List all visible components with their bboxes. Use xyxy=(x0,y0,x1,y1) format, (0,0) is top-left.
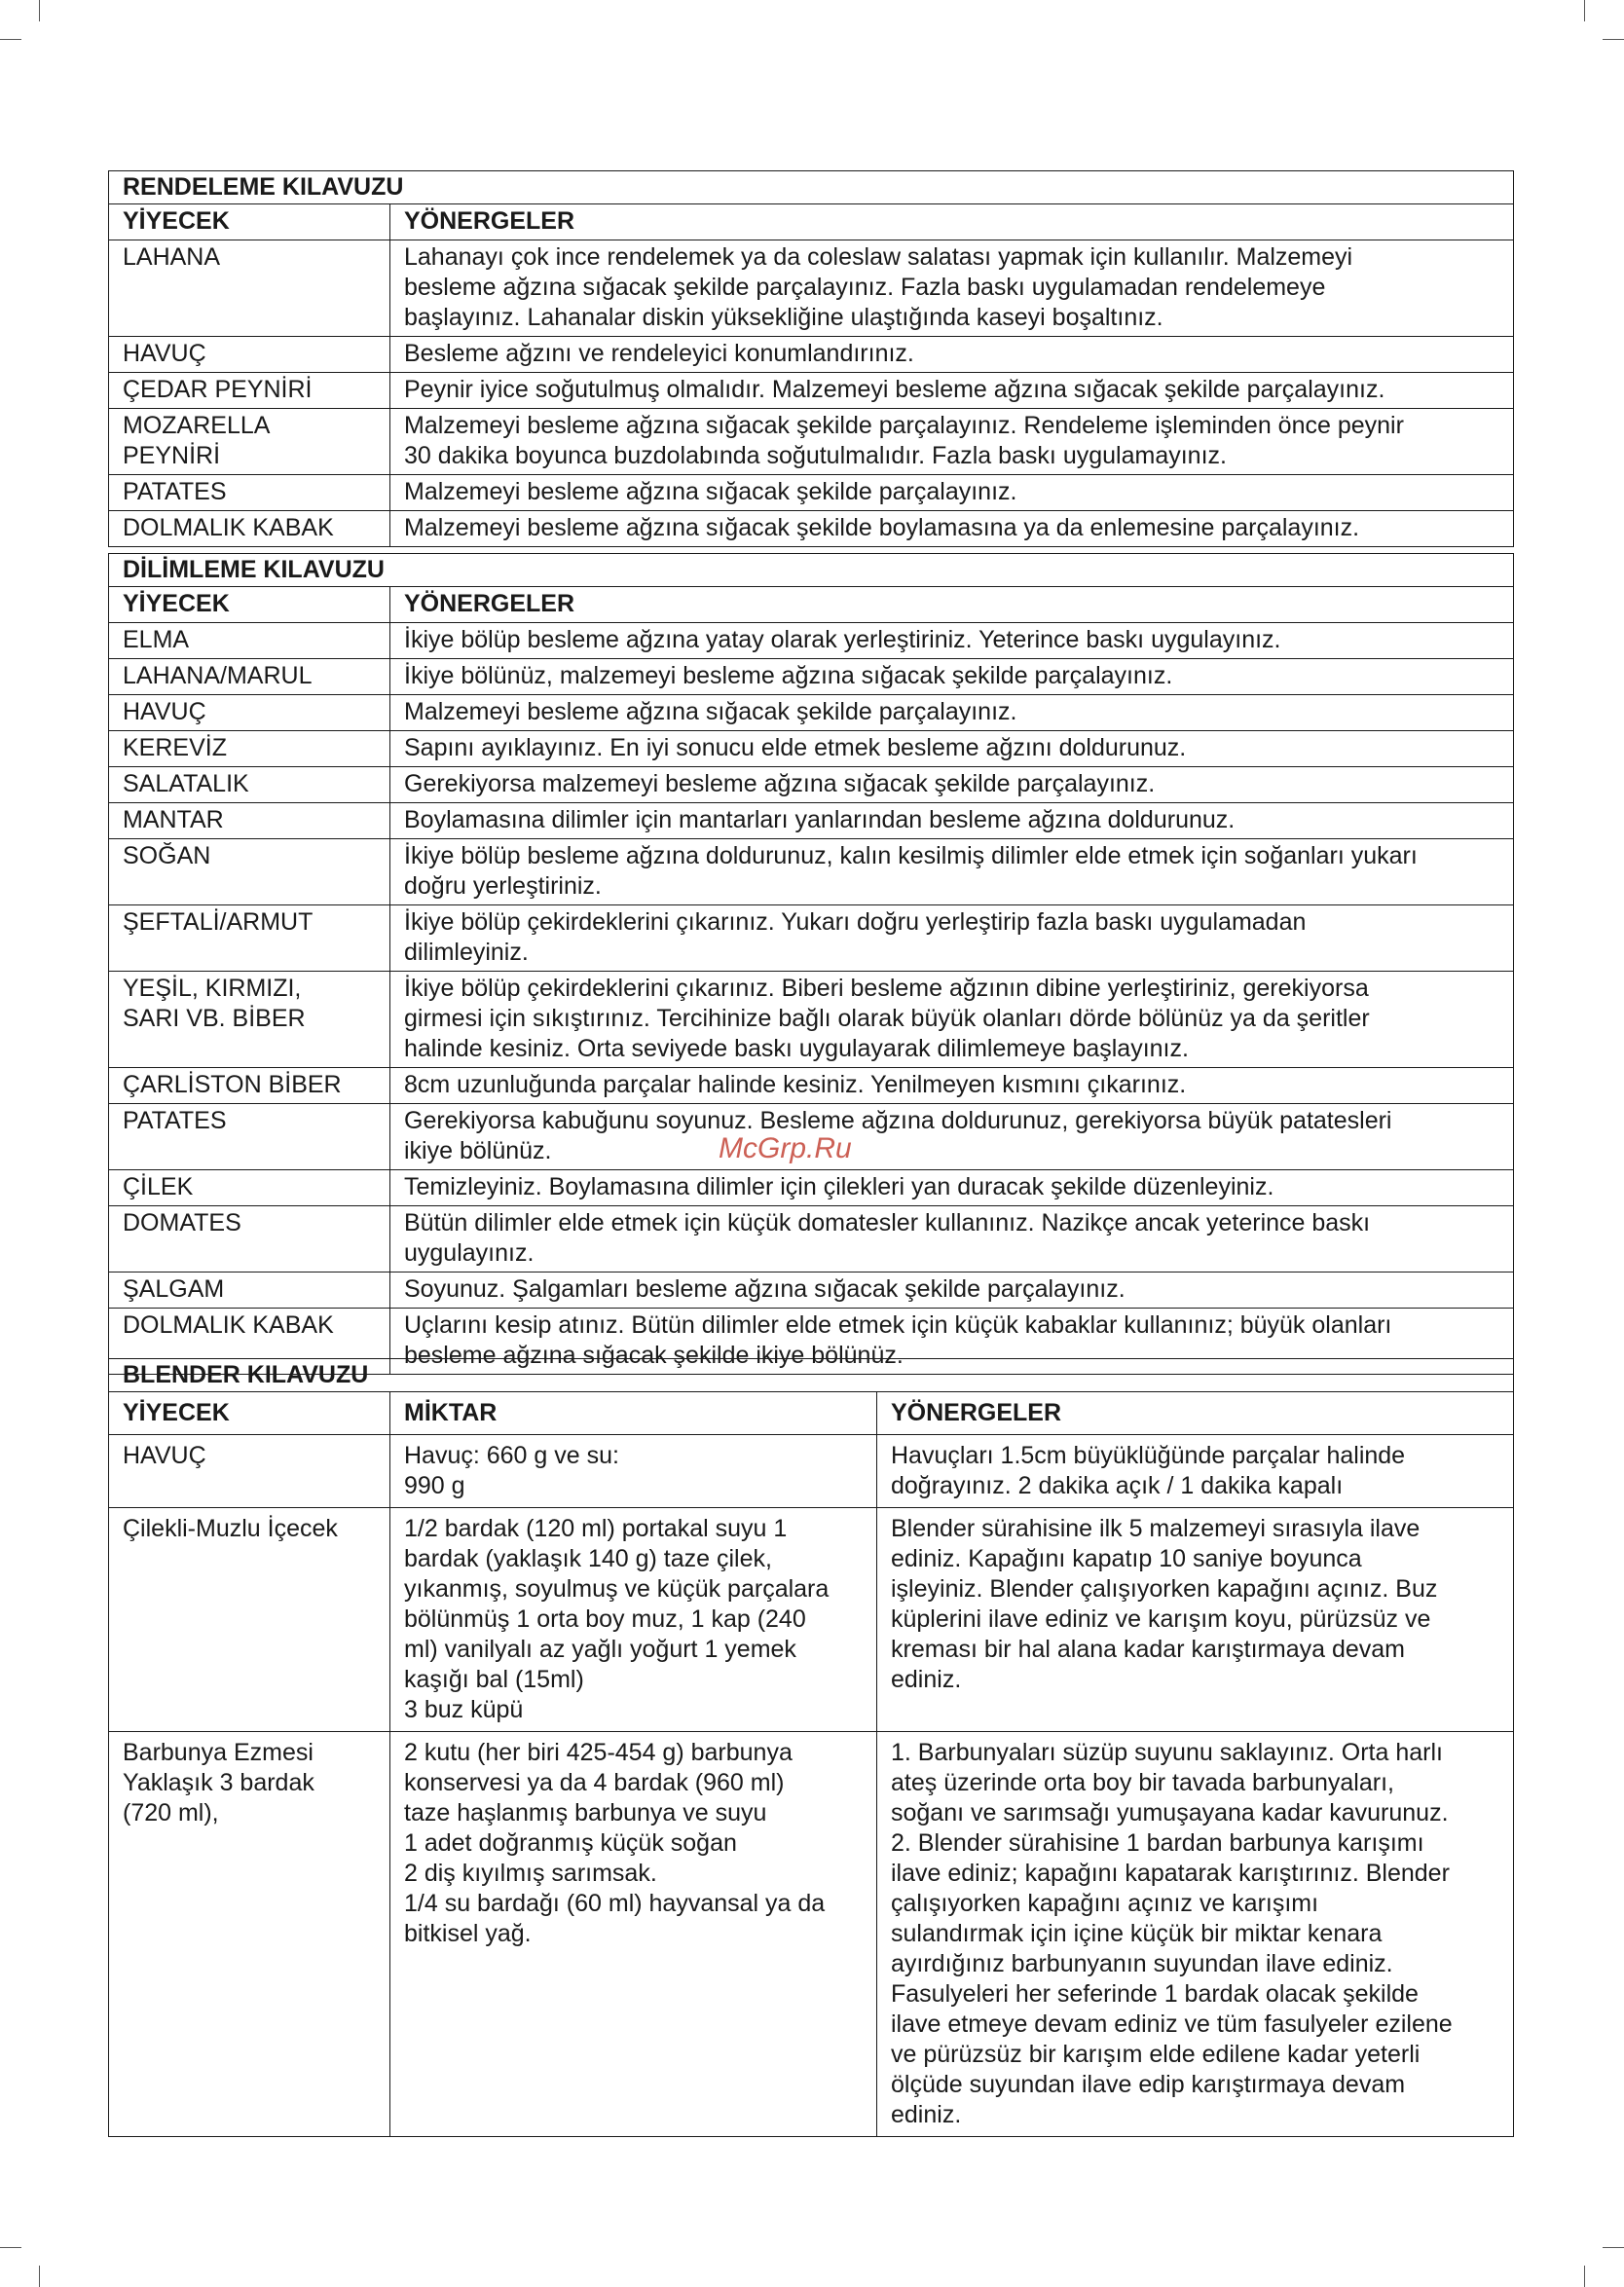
instructions-cell xyxy=(390,731,1514,767)
amount-cell xyxy=(390,1732,877,2137)
cell-line: KEREVİZ xyxy=(123,734,227,761)
food-cell xyxy=(109,1068,390,1104)
cell-line: 2 kutu (her biri 425-454 g) barbunya xyxy=(404,1739,793,1766)
cell-line: (720 ml), xyxy=(123,1799,219,1826)
food-cell xyxy=(109,409,390,475)
table-row xyxy=(109,905,1514,972)
blender-guide-table xyxy=(108,1358,1514,2137)
cell-line: MANTAR xyxy=(123,806,224,833)
cell-line: DOLMALIK KABAK xyxy=(123,1311,334,1339)
cell-line: Bütün dilimler elde etmek için küçük domatesler kullanınız. Nazikçe ancak yeterince baskı xyxy=(404,1209,1371,1236)
cell-line: bardak (yaklaşık 140 g) taze çilek, xyxy=(404,1545,772,1572)
table-row xyxy=(109,1068,1514,1104)
table-row xyxy=(109,695,1514,731)
cell-line: ŞALGAM xyxy=(123,1275,225,1303)
cell-line: ölçüde suyundan ilave edip karıştırmaya devam xyxy=(891,2071,1406,2098)
cell-line: yıkanmış, soyulmuş ve küçük parçalara xyxy=(404,1575,830,1603)
food-column-header: YİYECEK xyxy=(109,587,390,623)
food-cell xyxy=(109,475,390,511)
food-cell xyxy=(109,240,390,337)
instructions-cell xyxy=(390,839,1514,905)
cell-line: Besleme ağzını ve rendeleyici konumlandırınız. xyxy=(404,340,914,367)
cell-line: besleme ağzına sığacak şekilde ikiye bölünüz. xyxy=(404,1342,904,1369)
table-row xyxy=(109,1508,1514,1732)
instructions-cell xyxy=(390,337,1514,373)
cell-line: Peynir iyice soğutulmuş olmalıdır. Malzemeyi besleme ağzına sığacak şekilde parçalayınız. xyxy=(404,376,1385,403)
table-row xyxy=(109,659,1514,695)
cell-line: HAVUÇ xyxy=(123,340,206,367)
slicing-guide-title: DİLİMLEME KILAVUZU xyxy=(109,554,1514,587)
table-row xyxy=(109,240,1514,337)
cell-line: uygulayınız. xyxy=(404,1239,535,1267)
cell-line: Malzemeyi besleme ağzına sığacak şekilde parçalayınız. Rendeleme işleminden önce peynir xyxy=(404,412,1404,439)
cell-line: besleme ağzına sığacak şekilde parçalayınız. Fazla baskı uygulamadan rendelemeye xyxy=(404,274,1326,301)
cell-line: Soyunuz. Şalgamları besleme ağzına sığacak şekilde parçalayınız. xyxy=(404,1275,1126,1303)
instructions-cell xyxy=(877,1508,1514,1732)
amount-column-header: MİKTAR xyxy=(390,1392,877,1435)
cell-line: DOMATES xyxy=(123,1209,241,1236)
table-row xyxy=(109,1206,1514,1273)
cell-line: SALATALIK xyxy=(123,770,249,797)
food-cell xyxy=(109,1732,390,2137)
cell-line: 8cm uzunluğunda parçalar halinde kesiniz. Yenilmeyen kısmını çıkarınız. xyxy=(404,1071,1187,1098)
food-cell xyxy=(109,1104,390,1170)
cell-line: LAHANA xyxy=(123,243,221,271)
table-row xyxy=(109,623,1514,659)
crop-mark xyxy=(39,2266,40,2287)
cell-line: doğrayınız. 2 dakika açık / 1 dakika kapalı xyxy=(891,1472,1344,1499)
food-cell xyxy=(109,337,390,373)
table-row xyxy=(109,731,1514,767)
cell-line: İkiye bölüp besleme ağzına doldurunuz, kalın kesilmiş dilimler elde etmek için soğanları yukarı xyxy=(404,842,1418,869)
cell-line: taze haşlanmış barbunya ve suyu xyxy=(404,1799,767,1826)
crop-mark xyxy=(39,0,40,21)
food-cell xyxy=(109,695,390,731)
cell-line: 1 adet doğranmış küçük soğan xyxy=(404,1829,737,1857)
cell-line: ve pürüzsüz bir karışım elde edilene kadar yeterli xyxy=(891,2041,1421,2068)
table-row xyxy=(109,1435,1514,1508)
cell-line: Temizleyiniz. Boylamasına dilimler için çilekleri yan duracak şekilde düzenleyiniz. xyxy=(404,1173,1274,1200)
cell-line: Çilekli-Muzlu İçecek xyxy=(123,1515,338,1542)
table-row xyxy=(109,1170,1514,1206)
food-cell xyxy=(109,1435,390,1508)
cell-line: Gerekiyorsa malzemeyi besleme ağzına sığacak şekilde parçalayınız. xyxy=(404,770,1156,797)
cell-line: İkiye bölüp çekirdeklerini çıkarınız. Yukarı doğru yerleştirip fazla baskı uygulamadan xyxy=(404,908,1307,936)
cell-line: sulandırmak için içine küçük bir miktar kenara xyxy=(891,1920,1383,1947)
cell-line: Malzemeyi besleme ağzına sığacak şekilde parçalayınız. xyxy=(404,698,1017,725)
instructions-cell xyxy=(390,1170,1514,1206)
cell-line: Blender sürahisine ilk 5 malzemeyi sırasıyla ilave xyxy=(891,1515,1421,1542)
cell-line: 1/2 bardak (120 ml) portakal suyu 1 xyxy=(404,1515,788,1542)
cell-line: işleyiniz. Blender çalışıyorken kapağını açınız. Buz xyxy=(891,1575,1438,1603)
cell-line: kaşığı bal (15ml) xyxy=(404,1666,584,1693)
cell-line: ateş üzerinde orta boy bir tavada barbunyaları, xyxy=(891,1769,1394,1796)
cell-line: 990 g xyxy=(404,1472,465,1499)
cell-line: soğanı ve sarımsağı yumuşayana kadar kavurunuz. xyxy=(891,1799,1449,1826)
amount-cell xyxy=(390,1435,877,1508)
cell-line: SARI VB. BİBER xyxy=(123,1005,306,1032)
amount-cell xyxy=(390,1508,877,1732)
cell-line: 3 buz küpü xyxy=(404,1696,524,1723)
food-cell xyxy=(109,1170,390,1206)
cell-line: ÇEDAR PEYNİRİ xyxy=(123,376,313,403)
cell-line: 2. Blender sürahisine 1 bardan barbunya karışımı xyxy=(891,1829,1424,1857)
table-row xyxy=(109,511,1514,547)
cell-line: Malzemeyi besleme ağzına sığacak şekilde boylamasına ya da enlemesine parçalayınız. xyxy=(404,514,1360,541)
cell-line: küplerini ilave ediniz ve karışım koyu, pürüzsüz ve xyxy=(891,1605,1431,1633)
crop-mark xyxy=(1584,2266,1585,2287)
cell-line: LAHANA/MARUL xyxy=(123,662,313,689)
watermark: McGrp.Ru xyxy=(719,1132,852,1164)
food-cell xyxy=(109,1508,390,1732)
cell-line: İkiye bölüp besleme ağzına yatay olarak yerleştiriniz. Yeterince baskı uygulayınız. xyxy=(404,626,1281,653)
instructions-cell xyxy=(390,803,1514,839)
food-column-header: YİYECEK xyxy=(109,204,390,240)
cell-line: başlayınız. Lahanalar diskin yüksekliğine ulaştığında kaseyi boşaltınız. xyxy=(404,304,1163,331)
cell-line: bölünmüş 1 orta boy muz, 1 kap (240 xyxy=(404,1605,806,1633)
cell-line: ediniz. Kapağını kapatıp 10 saniye boyunca xyxy=(891,1545,1362,1572)
instructions-cell xyxy=(390,1206,1514,1273)
food-cell xyxy=(109,731,390,767)
food-cell xyxy=(109,659,390,695)
cell-line: Havuç: 660 g ve su: xyxy=(404,1442,619,1469)
cell-line: Gerekiyorsa kabuğunu soyunuz. Besleme ağzına doldurunuz, gerekiyorsa büyük patatesleri xyxy=(404,1107,1392,1134)
cell-line: İkiye bölüp çekirdeklerini çıkarınız. Biberi besleme ağzının dibine yerleştiriniz, gerekiyorsa xyxy=(404,975,1369,1002)
cell-line: ÇİLEK xyxy=(123,1173,194,1200)
instructions-column-header: YÖNERGELER xyxy=(877,1392,1514,1435)
cell-line: ÇARLİSTON BİBER xyxy=(123,1071,342,1098)
table-row xyxy=(109,972,1514,1068)
instructions-column-header: YÖNERGELER xyxy=(390,204,1514,240)
cell-line: Barbunya Ezmesi xyxy=(123,1739,314,1766)
cell-line: Malzemeyi besleme ağzına sığacak şekilde parçalayınız. xyxy=(404,478,1017,505)
food-cell xyxy=(109,972,390,1068)
food-cell xyxy=(109,1273,390,1309)
food-cell xyxy=(109,839,390,905)
cell-line: ediniz. xyxy=(891,2101,962,2128)
cell-line: çalışıyorken kapağını açınız ve karışımı xyxy=(891,1890,1319,1917)
instructions-cell xyxy=(390,972,1514,1068)
crop-mark xyxy=(1584,0,1585,21)
food-cell xyxy=(109,767,390,803)
crop-mark xyxy=(0,2247,21,2248)
cell-line: MOZARELLA xyxy=(123,412,271,439)
cell-line: 1/4 su bardağı (60 ml) hayvansal ya da xyxy=(404,1890,826,1917)
table-row xyxy=(109,409,1514,475)
instructions-cell xyxy=(390,409,1514,475)
cell-line: girmesi için sıkıştırınız. Tercihinize bağlı olarak büyük olanları dörde bölünüz ya da şeritler xyxy=(404,1005,1370,1032)
instructions-cell xyxy=(390,695,1514,731)
table-row xyxy=(109,839,1514,905)
instructions-cell xyxy=(877,1732,1514,2137)
cell-line: HAVUÇ xyxy=(123,698,206,725)
cell-line: doğru yerleştiriniz. xyxy=(404,872,602,900)
cell-line: kreması bir hal alana kadar karıştırmaya devam xyxy=(891,1636,1405,1663)
cell-line: ŞEFTALİ/ARMUT xyxy=(123,908,314,936)
table-row xyxy=(109,767,1514,803)
cell-line: PEYNİRİ xyxy=(123,442,221,469)
cell-line: ml) vanilyalı az yağlı yoğurt 1 yemek xyxy=(404,1636,796,1663)
instructions-cell xyxy=(390,511,1514,547)
table-row xyxy=(109,1732,1514,2137)
cell-line: PATATES xyxy=(123,478,227,505)
cell-line: ediniz. xyxy=(891,1666,962,1693)
instructions-cell xyxy=(390,240,1514,337)
food-cell xyxy=(109,905,390,972)
cell-line: ilave etmeye devam ediniz ve tüm fasulyeler ezilene xyxy=(891,2010,1453,2038)
cell-line: Sapını ayıklayınız. En iyi sonucu elde etmek besleme ağzını doldurunuz. xyxy=(404,734,1187,761)
cell-line: HAVUÇ xyxy=(123,1442,206,1469)
cell-line: 2 diş kıyılmış sarımsak. xyxy=(404,1860,657,1887)
cell-line: konservesi ya da 4 bardak (960 ml) xyxy=(404,1769,785,1796)
cell-line: İkiye bölünüz, malzemeyi besleme ağzına sığacak şekilde parçalayınız. xyxy=(404,662,1173,689)
cell-line: Uçlarını kesip atınız. Bütün dilimler elde etmek için küçük kabaklar kullanınız; büyük olanları xyxy=(404,1311,1392,1339)
instructions-cell xyxy=(390,373,1514,409)
table-row xyxy=(109,337,1514,373)
instructions-column-header: YÖNERGELER xyxy=(390,587,1514,623)
cell-line: Lahanayı çok ince rendelemek ya da coleslaw salatası yapmak için kullanılır. Malzemeyi xyxy=(404,243,1353,271)
food-cell xyxy=(109,373,390,409)
cell-line: 30 dakika boyunca buzdolabında soğutulmalıdır. Fazla baskı uygulamayınız. xyxy=(404,442,1227,469)
food-cell xyxy=(109,803,390,839)
cell-line: Havuçları 1.5cm büyüklüğünde parçalar halinde xyxy=(891,1442,1406,1469)
food-cell xyxy=(109,623,390,659)
food-cell xyxy=(109,1206,390,1273)
instructions-cell xyxy=(390,623,1514,659)
instructions-cell xyxy=(390,1104,1514,1170)
cell-line: SOĞAN xyxy=(123,842,211,869)
instructions-cell xyxy=(390,767,1514,803)
instructions-cell xyxy=(390,475,1514,511)
cell-line: 1. Barbunyaları süzüp suyunu saklayınız. Orta harlı xyxy=(891,1739,1443,1766)
instructions-cell xyxy=(390,905,1514,972)
instructions-cell xyxy=(390,1068,1514,1104)
table-row xyxy=(109,475,1514,511)
table-row xyxy=(109,1273,1514,1309)
food-column-header: YİYECEK xyxy=(109,1392,390,1435)
cell-line: ELMA xyxy=(123,626,190,653)
cell-line: YEŞİL, KIRMIZI, xyxy=(123,975,302,1002)
instructions-cell xyxy=(877,1435,1514,1508)
table-row xyxy=(109,373,1514,409)
crop-mark xyxy=(0,39,21,40)
cell-line: halinde kesiniz. Orta seviyede baskı uygulayarak dilimlemeye başlayınız. xyxy=(404,1035,1189,1062)
grating-guide-table xyxy=(108,170,1514,547)
cell-line: Boylamasına dilimler için mantarları yanlarından besleme ağzına doldurunuz. xyxy=(404,806,1236,833)
instructions-cell xyxy=(390,1273,1514,1309)
cell-line: ayırdığınız barbunyanın suyundan ilave ediniz. xyxy=(891,1950,1393,1977)
instructions-cell xyxy=(390,659,1514,695)
slicing-guide-table xyxy=(108,553,1514,1375)
grating-guide-title: RENDELEME KILAVUZU xyxy=(109,171,1514,204)
cell-line: bitkisel yağ. xyxy=(404,1920,532,1947)
blender-guide-title: BLENDER KILAVUZU xyxy=(109,1359,1514,1392)
cell-line: Fasulyeleri her seferinde 1 bardak olacak şekilde xyxy=(891,1980,1419,2008)
table-row xyxy=(109,803,1514,839)
crop-mark xyxy=(1603,2247,1624,2248)
crop-mark xyxy=(1603,39,1624,40)
cell-line: dilimleyiniz. xyxy=(404,939,529,966)
cell-line: ikiye bölünüz. xyxy=(404,1137,552,1164)
cell-line: Yaklaşık 3 bardak xyxy=(123,1769,314,1796)
cell-line: ilave ediniz; kapağını kapatarak karıştırınız. Blender xyxy=(891,1860,1450,1887)
cell-line: PATATES xyxy=(123,1107,227,1134)
food-cell xyxy=(109,511,390,547)
cell-line: DOLMALIK KABAK xyxy=(123,514,334,541)
